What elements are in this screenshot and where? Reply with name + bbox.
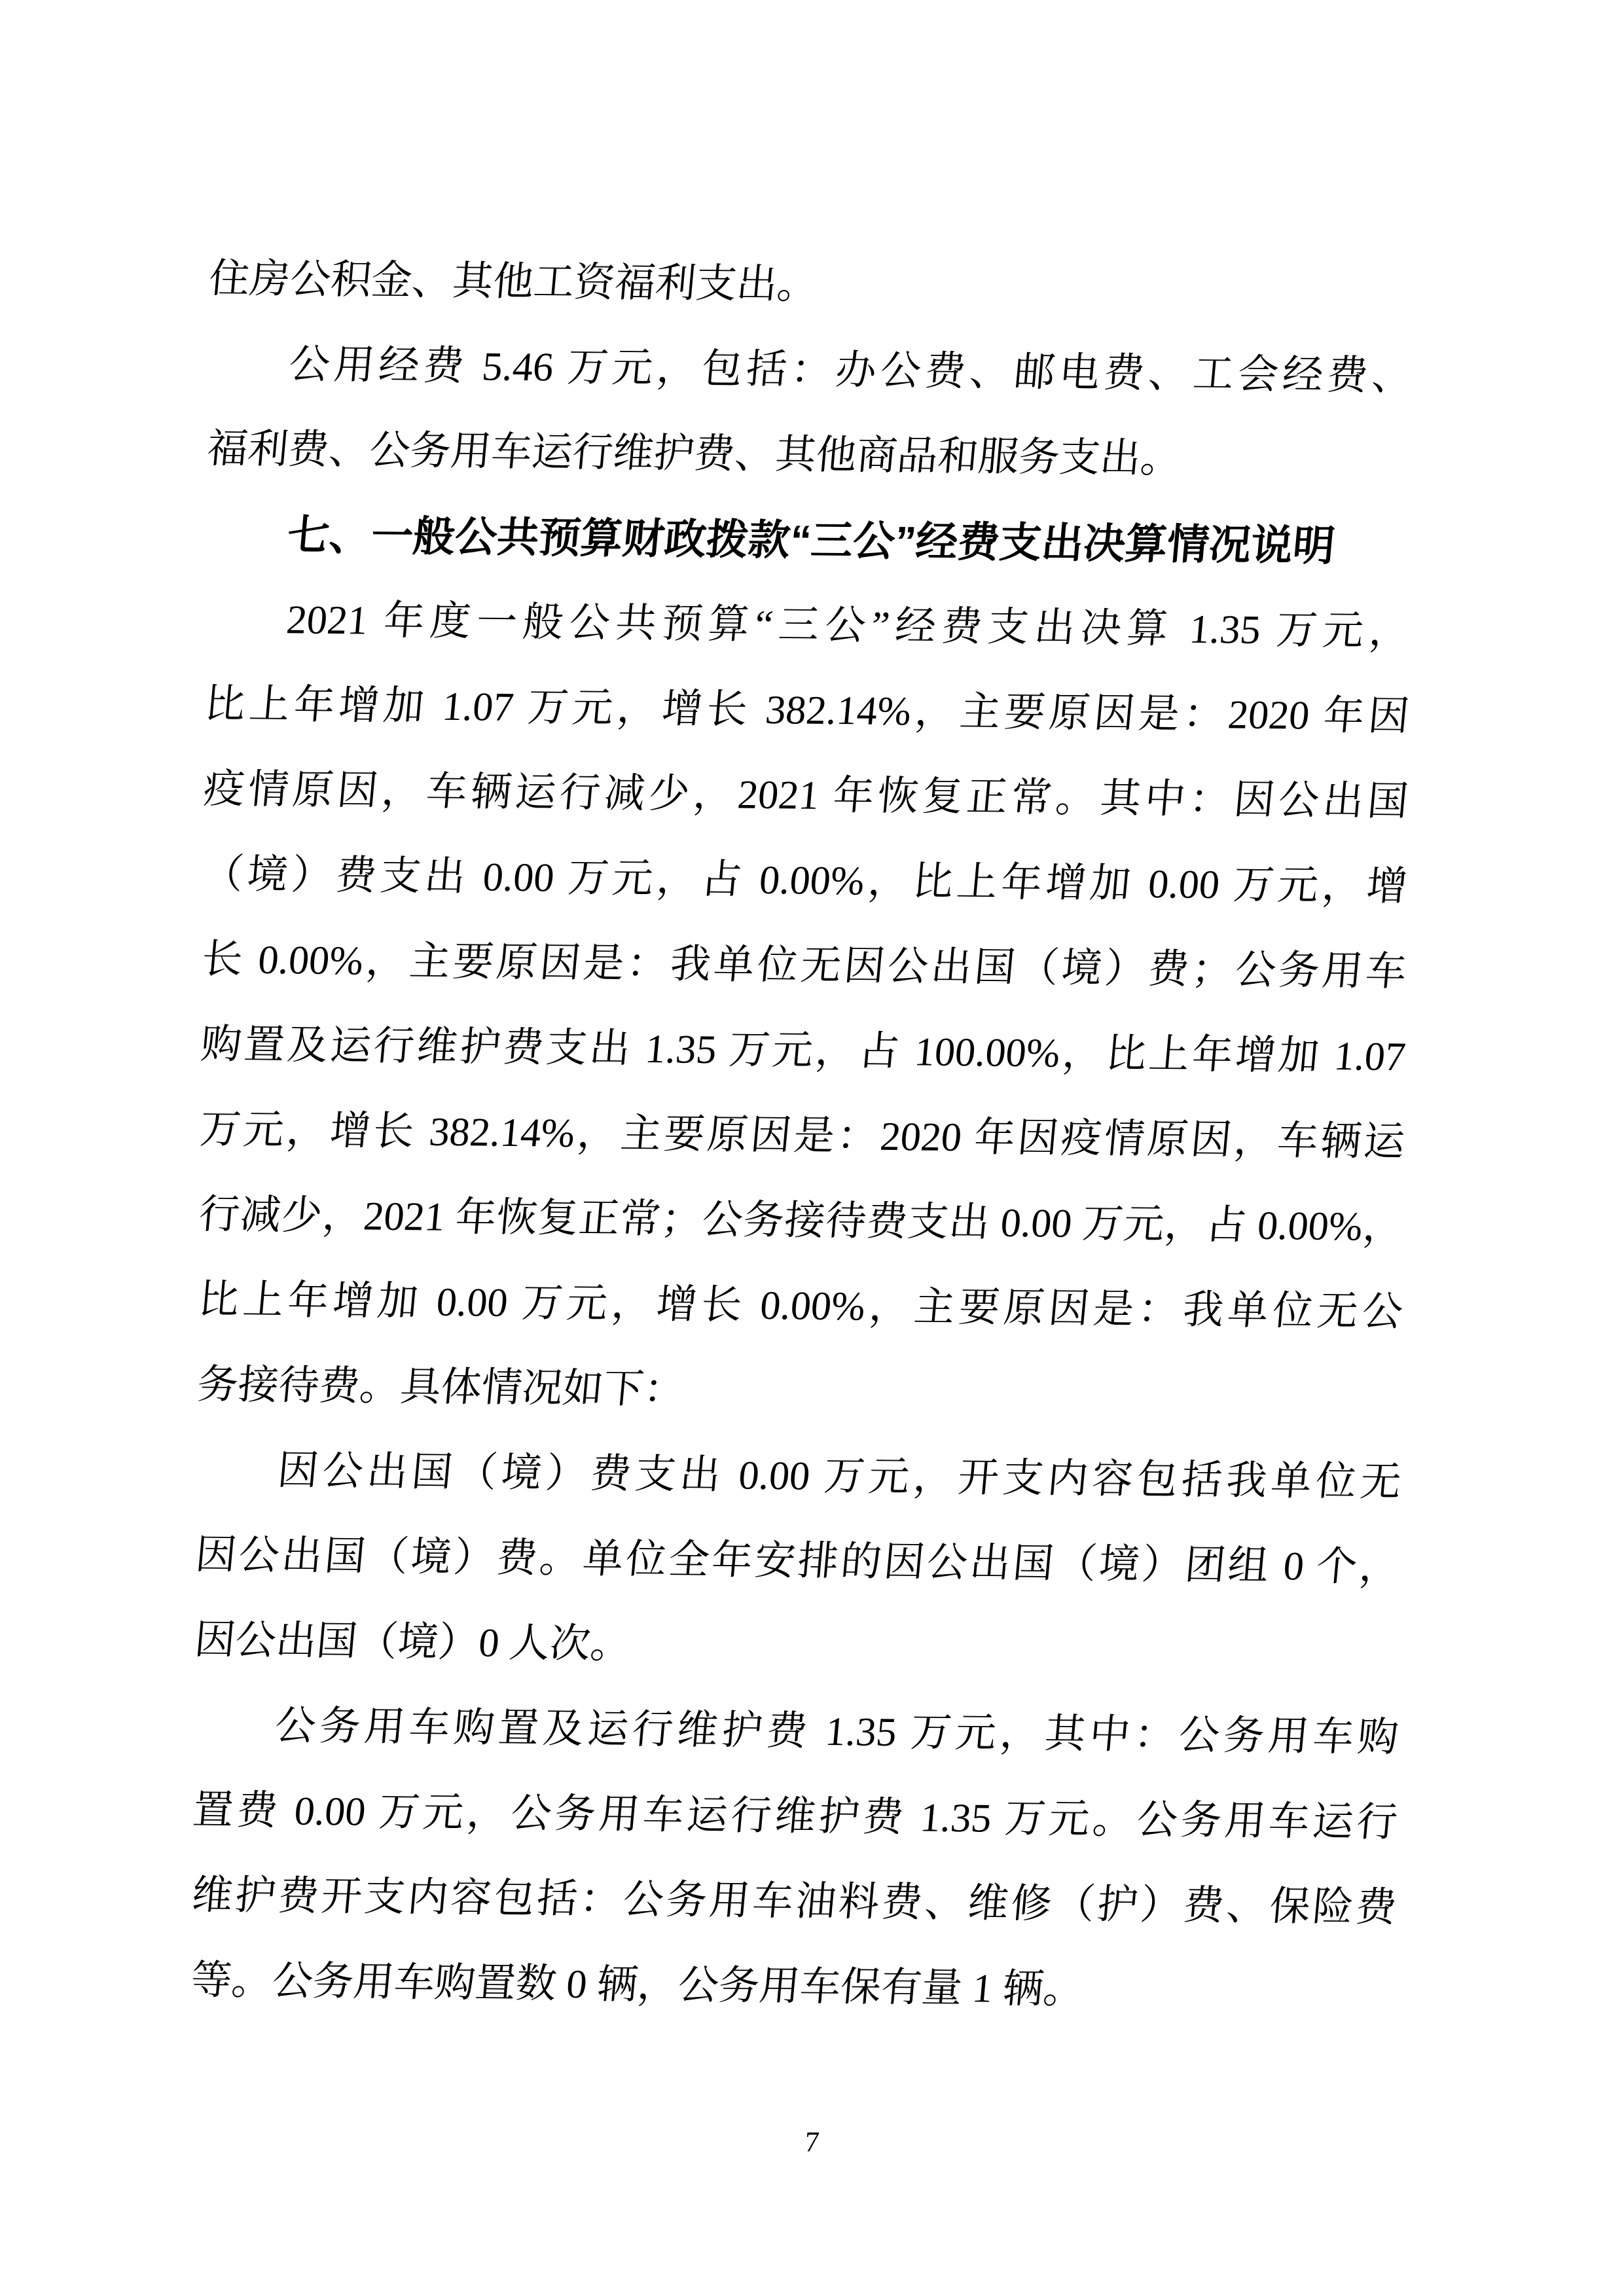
text-line: 务接待费。具体情况如下： — [195, 1362, 687, 1412]
text-line: 因公出国（境）费支出 0.00 万元，开支内容包括我单位无 — [276, 1448, 1403, 1505]
text-line: 行减少，2021 年恢复正常；公务接待费支出 0.00 万元，占 0.00%， — [197, 1192, 1406, 1250]
text-line: 住房公积金、其他工资福利支出。 — [207, 257, 820, 308]
text-line: 置费 0.00 万元，公务用车运行维护费 1.35 万元。公务用车运行 — [190, 1787, 1399, 1846]
section-heading: 七、一般公共预算财政拨款“三公”经费支出决算情况说明 — [285, 511, 1337, 569]
text-line: 比上年增加 0.00 万元，增长 0.00%，主要原因是：我单位无公 — [196, 1277, 1405, 1335]
text-line: 因公出国（境）0 人次。 — [192, 1617, 634, 1667]
page-number: 7 — [803, 2126, 821, 2158]
text-line: 购置及运行维护费支出 1.35 万元，占 100.00%，比上年增加 1.07 — [199, 1022, 1407, 1080]
text-line: 等。公务用车购置数 0 辆，公务用车保有量 1 辆。 — [189, 1958, 1087, 2013]
text-line: 2021 年度一般公共预算“三公”经费支出决算 1.35 万元， — [284, 598, 1412, 655]
text-line: 比上年增加 1.07 万元，增长 382.14%，主要原因是：2020 年因 — [202, 681, 1411, 740]
text-line: 因公出国（境）费。单位全年安排的因公出国（境）团组 0 个， — [193, 1532, 1402, 1590]
text-line: 万元，增长 382.14%，主要原因是：2020 年因疫情原因，车辆运 — [198, 1107, 1407, 1165]
text-line: 福利费、公务用车运行维护费、其他商品和服务支出。 — [205, 427, 1183, 482]
text-line: （境）费支出 0.00 万元，占 0.00%，比上年增加 0.00 万元，增 — [200, 852, 1409, 910]
text-line: 公务用车购置及运行维护费 1.35 万元，其中：公务用车购 — [273, 1704, 1401, 1761]
page-body — [190, 236, 1413, 2036]
text-line: 维护费开支内容包括：公务用车油料费、维修（护）费、保险费 — [190, 1873, 1399, 1931]
text-line: 疫情原因，车辆运行减少，2021 年恢复正常。其中：因公出国 — [202, 766, 1411, 825]
text-line: 公用经费 5.46 万元，包括：办公费、邮电费、工会经费、 — [287, 342, 1415, 399]
text-line: 长 0.00%，主要原因是：我单位无因公出国（境）费；公务用车 — [200, 937, 1409, 995]
